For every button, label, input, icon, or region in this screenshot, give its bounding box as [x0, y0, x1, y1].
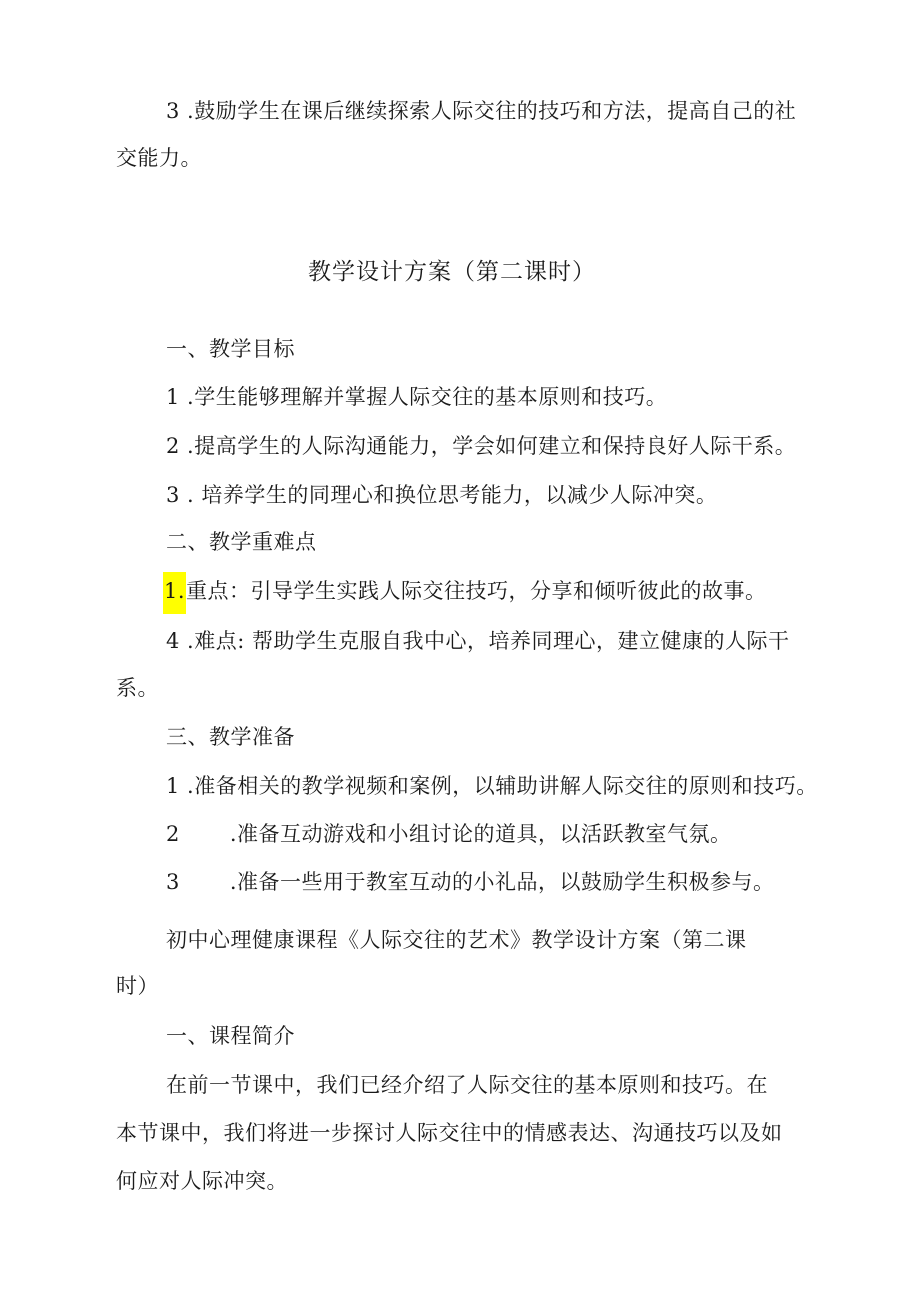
prep-item-3-text: .准备一些用于教室互动的小礼品，以鼓励学生积极参与。 — [229, 870, 775, 894]
course-title-line1: 初中心理健康课程《人际交往的艺术》教学设计方案（第二课 — [166, 928, 747, 952]
intro-line2: 本节课中，我们将进一步探讨人际交往中的情感表达、沟通技巧以及如 — [116, 1121, 783, 1145]
difficulty-item-line2: 系。 — [116, 676, 159, 700]
intro-line1: 在前一节课中，我们已经介绍了人际交往的基本原则和技巧。在 — [166, 1073, 768, 1097]
prep-item-2 — [166, 819, 732, 849]
difficulty-item-line1: 4 .难点: 帮助学生克服自我中心，培养同理心，建立健康的人际干 — [166, 629, 790, 653]
page-title: 教学设计方案（第二课时） — [308, 259, 596, 285]
section-heading-goals: 一、教学目标 — [166, 337, 295, 361]
prep-item-1: 1 .准备相关的教学视频和案例，以辅助讲解人际交往的原则和技巧。 — [166, 774, 818, 798]
section-heading-preparation: 三、教学准备 — [166, 725, 295, 749]
prep-item-2-number: 2 — [166, 822, 180, 846]
key-point-item — [163, 576, 767, 614]
key-point-text: 重点：引导学生实践人际交往技巧，分享和倾听彼此的故事。 — [186, 579, 767, 603]
section-heading-key-points: 二、教学重难点 — [166, 530, 317, 554]
highlighted-number: 1. — [163, 572, 186, 614]
prep-item-3-number: 3 — [166, 870, 180, 894]
goal-item-2: 2 .提高学生的人际沟通能力，学会如何建立和保持良好人际干系。 — [166, 434, 797, 458]
course-title-line2: 时） — [116, 974, 159, 998]
intro-line3: 何应对人际冲突。 — [116, 1169, 288, 1193]
prev-item-3-line1: 3 .鼓励学生在课后继续探索人际交往的技巧和方法，提高自己的社 — [166, 99, 797, 123]
goal-item-1: 1 .学生能够理解并掌握人际交往的基本原则和技巧。 — [166, 385, 668, 409]
section-heading-intro: 一、课程简介 — [166, 1024, 295, 1048]
goal-item-3: 3 . 培养学生的同理心和换位思考能力，以减少人际冲突。 — [166, 483, 718, 507]
prev-item-3-line2: 交能力。 — [116, 146, 202, 170]
prep-item-2-text: .准备互动游戏和小组讨论的道具，以活跃教室气氛。 — [229, 822, 732, 846]
prep-item-3 — [166, 867, 775, 897]
